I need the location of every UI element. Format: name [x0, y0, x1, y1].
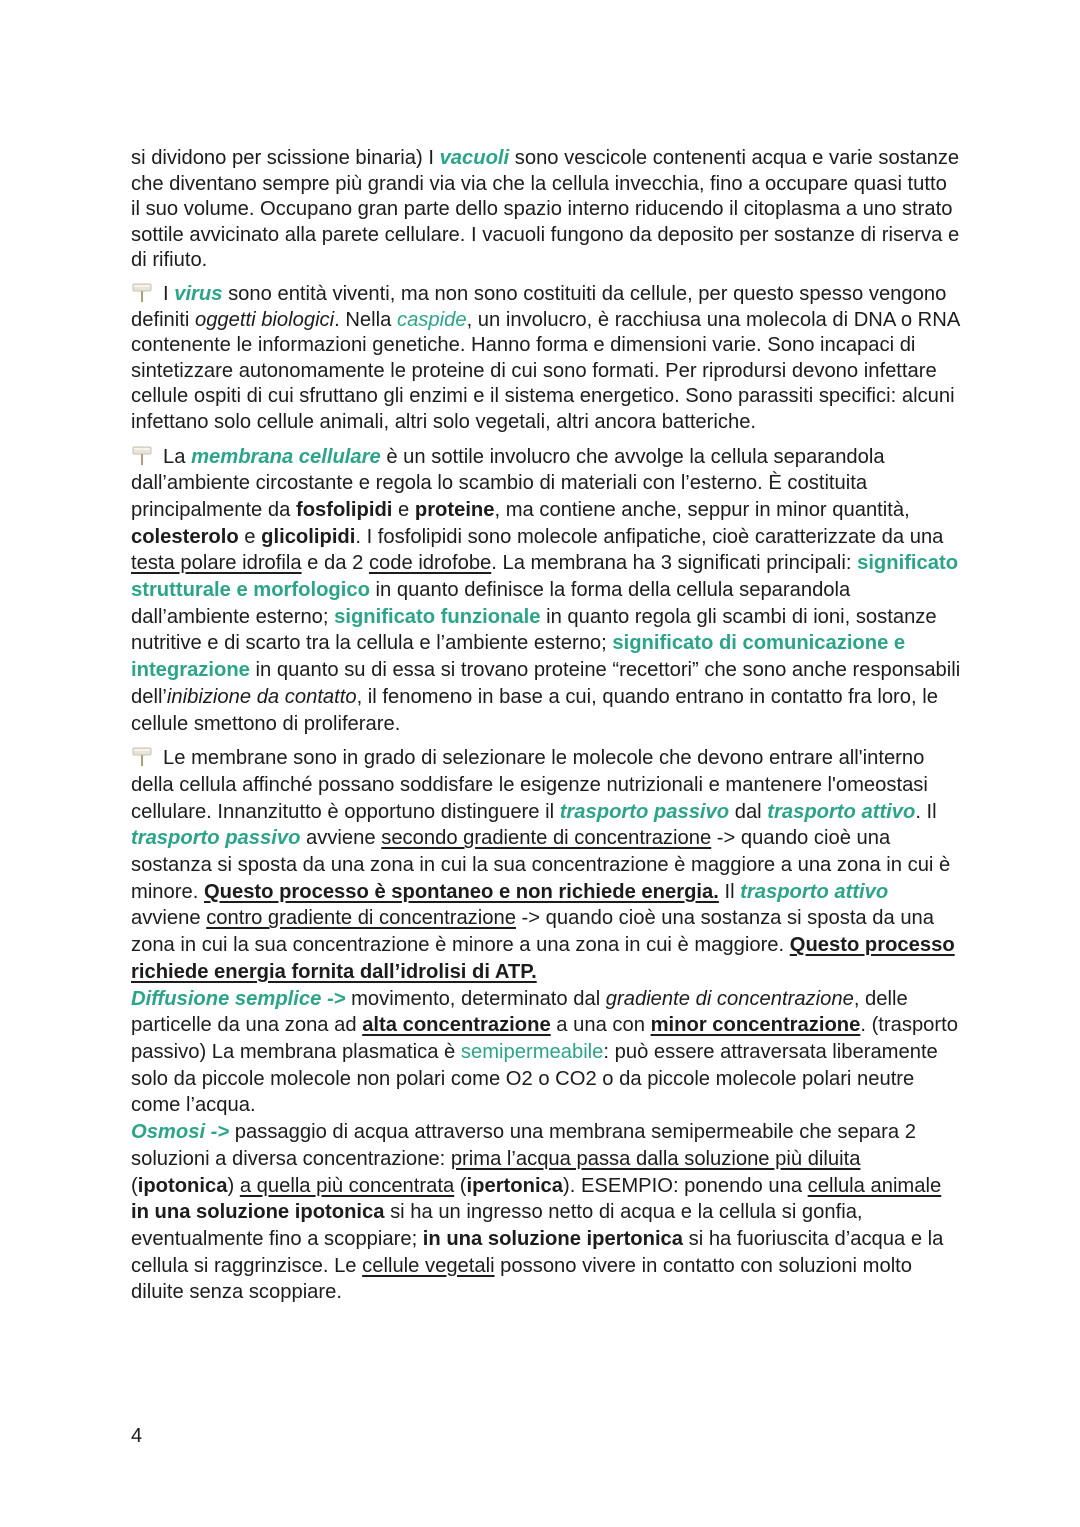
text-run: . La membrana ha 3 significati principali: — [491, 552, 858, 575]
text-run: passaggio di acqua attraverso una membrana semipermeabile che separa 2 soluzioni a diversa concentrazione: — [131, 1121, 916, 1170]
text-run: dal — [729, 800, 768, 823]
text-run: . Il — [915, 800, 937, 823]
emphasized-text: code idrofobe — [368, 552, 492, 575]
text-run: Il — [718, 880, 741, 903]
emphasized-text: testa polare idrofila — [131, 552, 302, 575]
page-number: 4 — [131, 1425, 143, 1447]
emphasized-text: gradiente di concentrazione — [605, 987, 854, 1010]
emphasized-text: membrana cellulare — [191, 445, 381, 468]
emphasized-text: significato strutturale e morfologico — [131, 552, 959, 602]
emphasized-text: Osmosi -> — [131, 1121, 230, 1144]
text-run: sono entità viventi, ma non sono costituiti da cellule, per questo spesso vengono definiti — [131, 282, 947, 331]
emphasized-text: glicolipidi — [261, 525, 356, 548]
pushpin-icon — [131, 746, 155, 768]
emphasized-text: virus — [174, 282, 223, 305]
emphasized-text: cellula animale — [807, 1174, 942, 1197]
document-body — [131, 146, 961, 1306]
text-run: possono vivere in contatto con soluzioni molto diluite senza scoppiare. — [131, 1254, 913, 1304]
text-run: avviene — [131, 907, 207, 930]
emphasized-text: trasporto passivo — [131, 827, 301, 850]
emphasized-text: prima l’acqua passa dalla soluzione più diluita — [450, 1147, 861, 1170]
text-run: Le membrane sono in grado di selezionare le molecole che devono entrare all'interno della cellula affinché possano soddisfare le esigenze nutrizionali e mantenere l'omeostasi cellulare. Innanzitutto è opportuno distinguere il — [131, 747, 928, 823]
emphasized-text: Questo processo è spontaneo e non richiede energia. — [203, 880, 719, 903]
emphasized-text: minor concentrazione — [650, 1014, 861, 1037]
pushpin-icon — [131, 445, 155, 467]
text-run: , ma contiene anche, seppur in minor quantità, — [494, 498, 910, 521]
emphasized-text: in una soluzione ipertonica — [422, 1227, 684, 1250]
text-run: -> quando cioè una sostanza si sposta da una zona in cui la sua concentrazione è minore a una zona in cui è maggiore. — [131, 907, 935, 957]
text-run: e — [392, 498, 415, 521]
paragraph — [131, 1119, 961, 1306]
text-run: si ha fuoriuscita d’acqua e la cellula si raggrinzisce. Le — [131, 1227, 944, 1277]
emphasized-text: significato funzionale — [334, 605, 541, 628]
emphasized-text: vacuoli — [439, 147, 510, 169]
emphasized-text: semipermeabile — [460, 1041, 604, 1063]
text-run: sono vescicole contenenti acqua e varie sostanze che diventano sempre più grandi via via che la cellula invecchia, fino a occupare quasi tutto il suo volume. Occupano gran parte dello spazio interno riducendo il citoplasma a uno strato sottile avvicinato alla parete cellulare. I vacuoli fungono da deposito per sostanze di riserva e di rifiuto. — [131, 147, 960, 272]
paragraph — [131, 146, 961, 274]
emphasized-text: a quella più concentrata — [239, 1174, 455, 1197]
emphasized-text: trasporto attivo — [767, 800, 916, 823]
text-run: movimento, determinato dal — [345, 987, 606, 1010]
paragraph — [131, 986, 961, 1120]
text-run: in quanto su di essa si trovano proteine “recettori” che sono anche responsabili dell’ — [131, 659, 961, 708]
text-run: ). ESEMPIO: ponendo una — [563, 1174, 808, 1197]
emphasized-text: Questo processo richiede energia fornita dall’idrolisi di ATP. — [131, 934, 955, 983]
emphasized-text: inibizione da contatto — [166, 685, 357, 708]
text-run: : può essere attraversata liberamente solo da piccole molecole non polari come O2 o CO2 o da piccole molecole polari neutre come l’acqua. — [131, 1041, 938, 1117]
emphasized-text: trasporto passivo — [559, 800, 730, 823]
text-run: avviene — [300, 827, 382, 850]
pushpin-icon — [131, 282, 155, 304]
text-run: in quanto definisce la forma della cellula separandola dall’ambiente esterno; — [131, 579, 851, 628]
text-run: ( — [454, 1174, 467, 1197]
text-run: si ha un ingresso netto di acqua e la cellula si gonfia, eventualmente fino a scoppiare; — [131, 1201, 863, 1250]
emphasized-text: proteine — [414, 498, 495, 521]
paragraph — [131, 745, 961, 985]
emphasized-text: in una soluzione ipotonica — [131, 1201, 385, 1224]
text-run: . Nella — [334, 308, 397, 331]
emphasized-text: contro gradiente di concentrazione — [206, 907, 516, 930]
text-run: ) — [227, 1174, 240, 1197]
text-run: . I fosfolipidi sono molecole anfipatiche, cioè caratterizzate da una — [355, 525, 944, 548]
text-run: si dividono per scissione binaria) I — [131, 147, 440, 169]
emphasized-text: cellule vegetali — [362, 1254, 495, 1277]
text-run: , il fenomeno in base a cui, quando entrano in contatto fra loro, le cellule smettono di proliferare. — [131, 685, 938, 735]
emphasized-text: oggetti biologici — [194, 308, 335, 331]
emphasized-text: ipotonica — [137, 1174, 228, 1197]
text-run: I — [163, 282, 175, 305]
text-run: ( — [131, 1174, 138, 1197]
paragraph — [131, 282, 961, 436]
text-run: a una con — [550, 1014, 651, 1037]
text-run: , un involucro, è racchiusa una molecola di DNA o RNA contenente le informazioni genetiche. Hanno forma e dimensioni varie. Sono incapaci di sintetizzare autonomamente le proteine di cui sono formati. Per riprodursi devono infettare cellule ospiti di cui sfruttano gli enzimi e il sistema energetico. Sono parassiti specifici: alcuni infettano solo cellule animali, altri solo vegetali, altri ancora batteriche. — [131, 308, 960, 433]
emphasized-text: caspide — [396, 308, 467, 331]
text-run: La — [163, 445, 192, 468]
text-run: in quanto regola gli scambi di ioni, sostanze nutritive e di scarto tra la cellula e l’ambiente esterno; — [131, 605, 937, 655]
emphasized-text: fosfolipidi — [295, 498, 393, 521]
text-run: è un sottile involucro che avvolge la cellula separandola dall’ambiente circostante e regola lo scambio di materiali con l’esterno. È costituita principalmente da — [131, 445, 885, 521]
emphasized-text: Diffusione semplice -> — [131, 987, 346, 1010]
paragraph — [131, 444, 961, 738]
emphasized-text: colesterolo — [131, 525, 239, 548]
text-run: e — [238, 525, 262, 548]
emphasized-text: alta concentrazione — [362, 1014, 551, 1037]
text-run: e da 2 — [301, 552, 369, 575]
emphasized-text: significato di comunicazione e integrazione — [131, 632, 906, 682]
text-run: -> quando cioè una sostanza si sposta da una zona in cui la sua concentrazione è maggiore a una zona in cui è minore. — [131, 827, 951, 903]
text-run: , delle particelle da una zona ad — [131, 987, 908, 1037]
emphasized-text: ipertonica — [466, 1174, 564, 1197]
emphasized-text: secondo gradiente di concentrazione — [381, 827, 712, 850]
text-run: . (trasporto passivo) La membrana plasmatica è — [131, 1014, 958, 1063]
emphasized-text: trasporto attivo — [740, 880, 889, 903]
